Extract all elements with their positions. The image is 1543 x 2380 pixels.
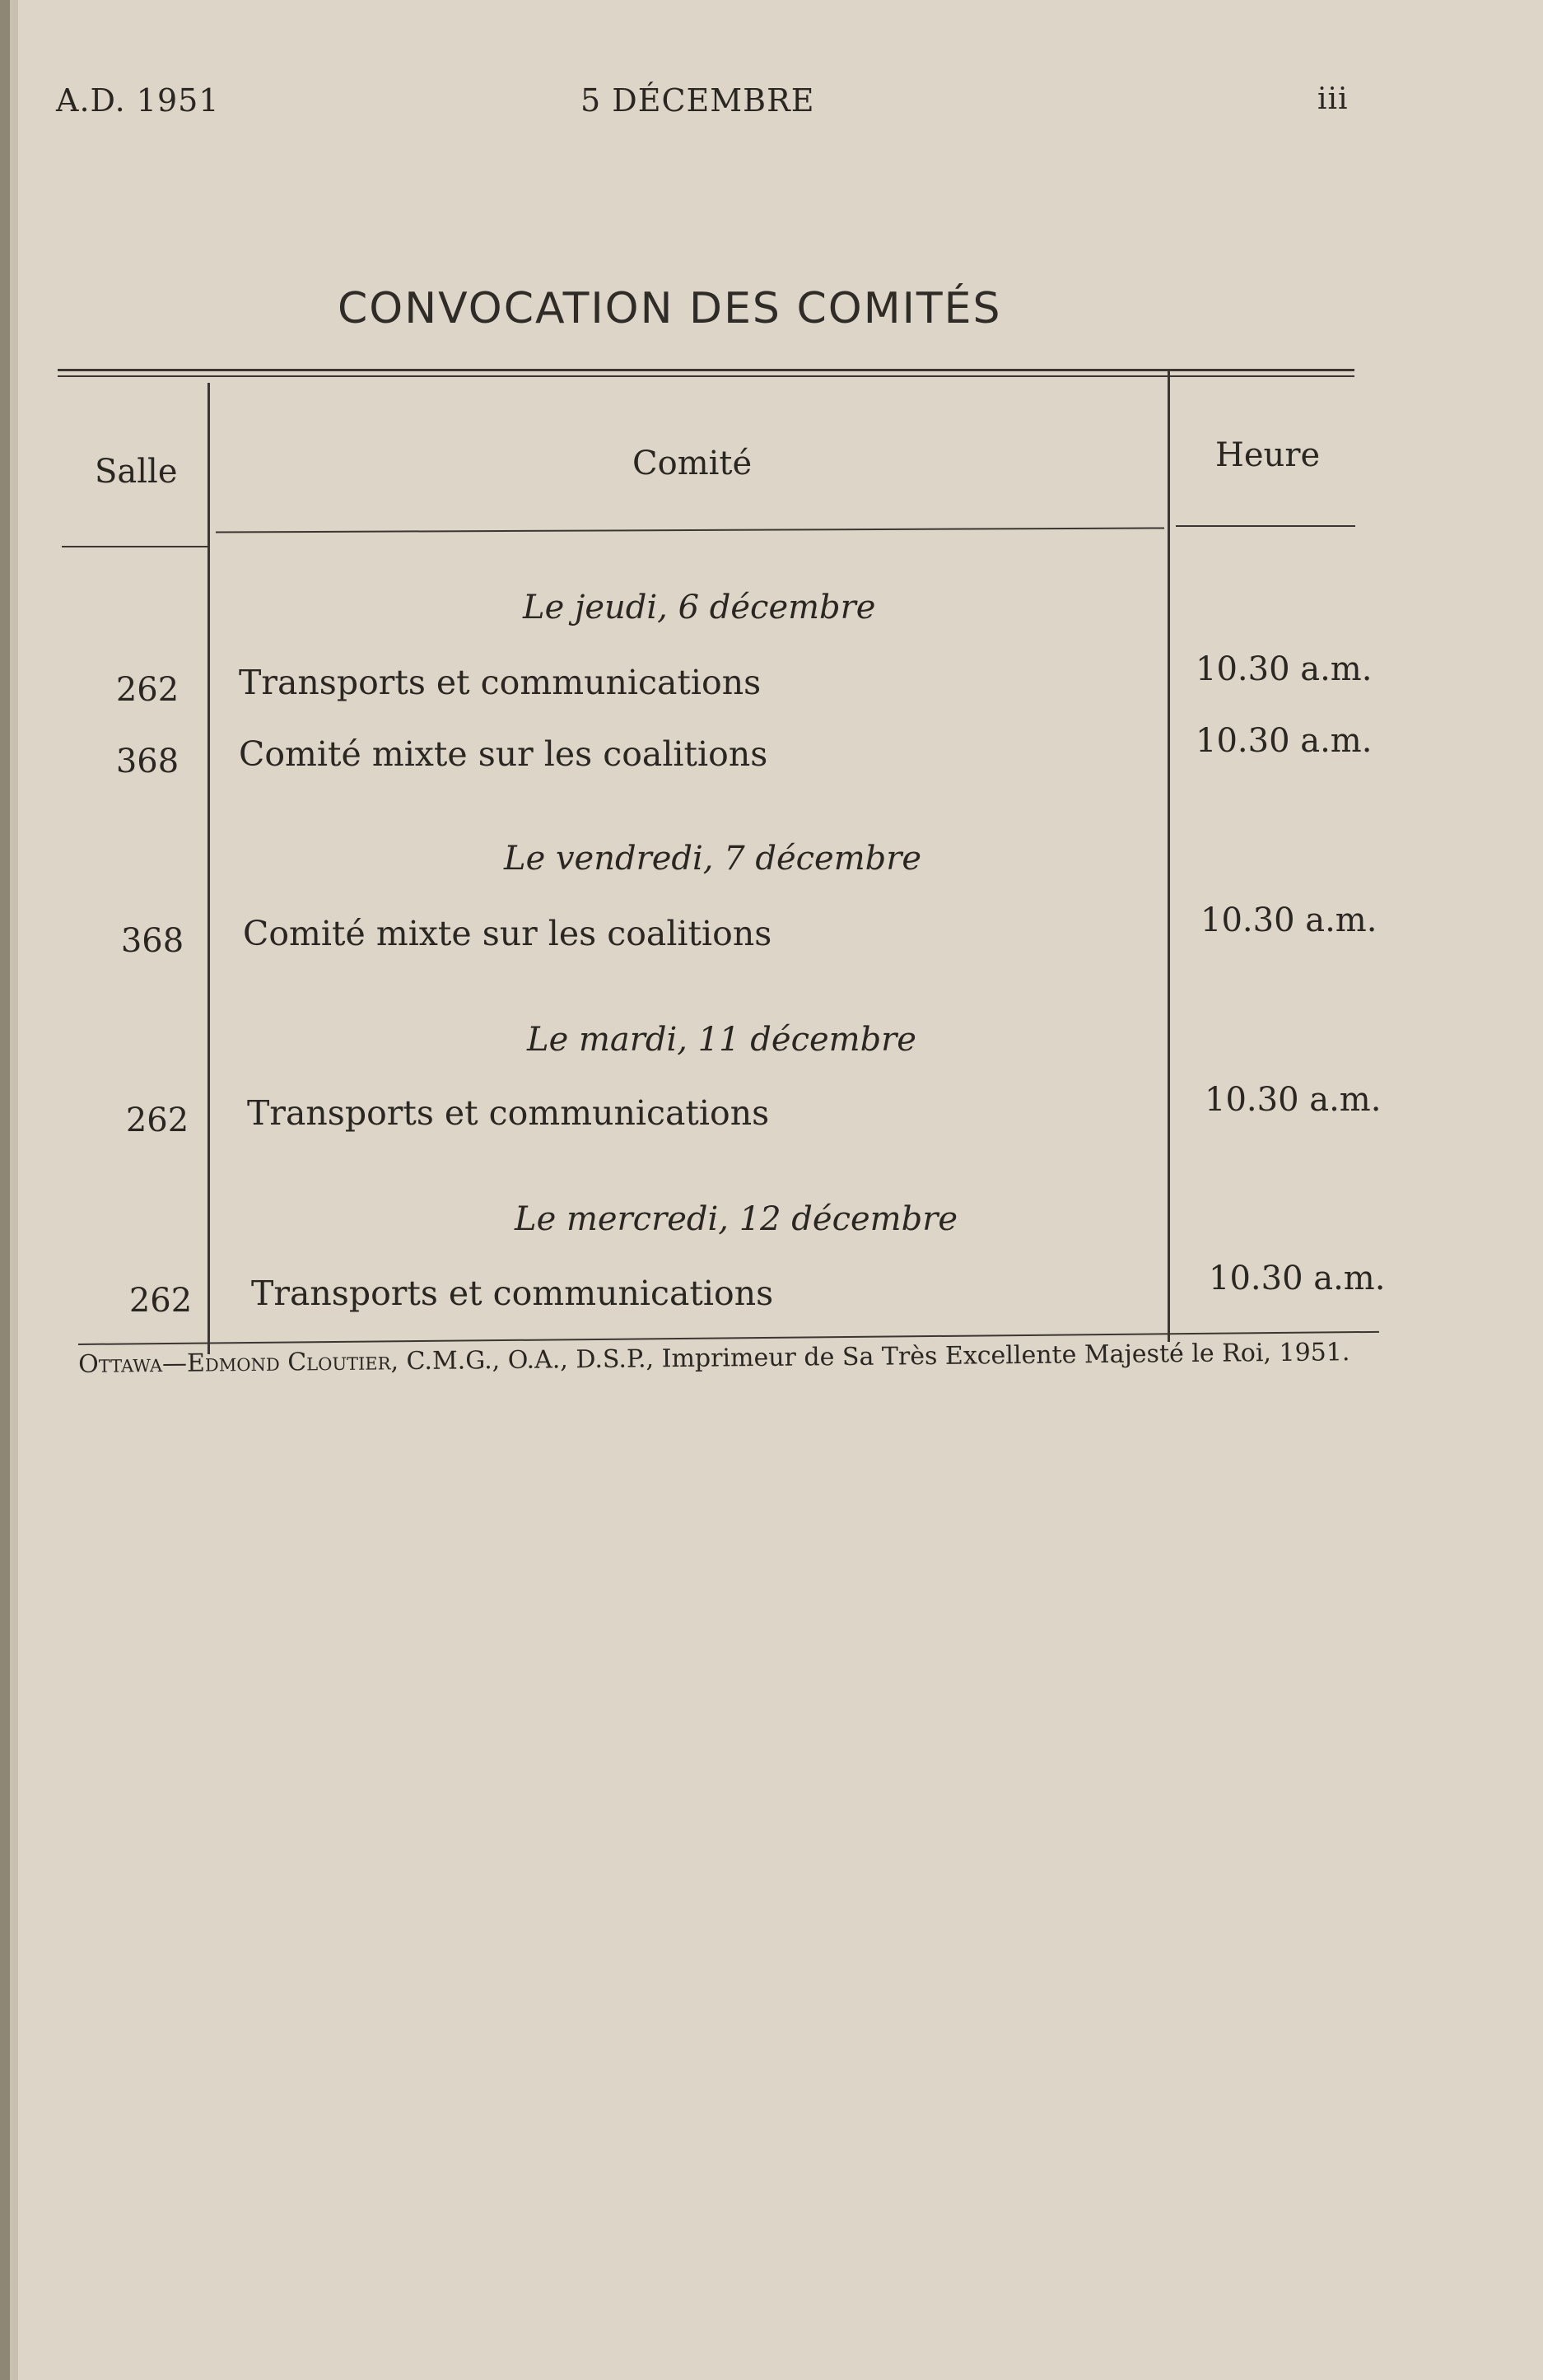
- comite-label: Comité mixte sur les coalitions: [239, 734, 768, 774]
- comite-cell: [247, 1093, 1173, 1133]
- comite-cell: [239, 663, 1161, 702]
- header-date: 5 DÉCEMBRE: [580, 82, 815, 119]
- header-underline-heure: [1176, 525, 1355, 527]
- title-rule-bottom: [58, 375, 1354, 377]
- page-title: CONVOCATION DES COMITÉS: [338, 284, 1002, 333]
- comite-label: Transports et communications: [247, 1093, 770, 1133]
- page-number: iii: [1317, 82, 1349, 116]
- printer-imprint: [78, 1338, 1350, 1379]
- salle-cell: 262: [128, 1282, 193, 1320]
- title-rule-top: [58, 369, 1354, 371]
- comite-label: Comité mixte sur les coalitions: [243, 914, 772, 953]
- heure-cell: 10.30 a.m.: [1196, 722, 1373, 760]
- salle-cell: 368: [120, 922, 184, 960]
- page-edge: [0, 0, 10, 2380]
- imprint-details: , C.M.G., O.A., D.S.P., Imprimeur de Sa Très Excellente Majesté le Roi, 1951.: [390, 1338, 1350, 1376]
- day-heading: Le mercredi, 12 décembre: [515, 1200, 958, 1238]
- comite-cell: [243, 914, 1165, 953]
- salle-cell: 262: [115, 671, 179, 709]
- heure-cell: 10.30 a.m.: [1200, 901, 1378, 939]
- imprint-dash: —: [161, 1348, 188, 1379]
- header-underline-salle: [62, 546, 208, 547]
- column-divider-heure: [1168, 369, 1170, 1342]
- header-underline-comite: [216, 527, 1164, 533]
- comite-cell: [239, 734, 1161, 774]
- day-heading: Le vendredi, 7 décembre: [504, 840, 922, 878]
- day-heading: Le jeudi, 6 décembre: [523, 589, 876, 626]
- comite-cell: [251, 1274, 1182, 1313]
- comite-label: Transports et communications: [239, 663, 762, 702]
- salle-cell: 262: [125, 1102, 189, 1139]
- column-divider-salle: [207, 383, 210, 1354]
- comite-label: Transports et communications: [251, 1274, 774, 1313]
- column-header-heure: Heure: [1215, 436, 1321, 474]
- heure-cell: 10.30 a.m.: [1209, 1260, 1386, 1297]
- column-header-comite: Comité: [632, 445, 753, 482]
- header-year: A.D. 1951: [56, 82, 220, 119]
- day-heading: Le mardi, 11 décembre: [527, 1021, 916, 1059]
- salle-cell: 368: [115, 743, 179, 780]
- heure-cell: 10.30 a.m.: [1196, 650, 1373, 688]
- page-edge-shadow: [10, 0, 18, 2380]
- heure-cell: 10.30 a.m.: [1205, 1081, 1382, 1119]
- imprint-printer: Edmond Cloutier: [186, 1347, 391, 1378]
- column-header-salle: Salle: [95, 453, 178, 491]
- imprint-city: Ottawa: [78, 1349, 163, 1379]
